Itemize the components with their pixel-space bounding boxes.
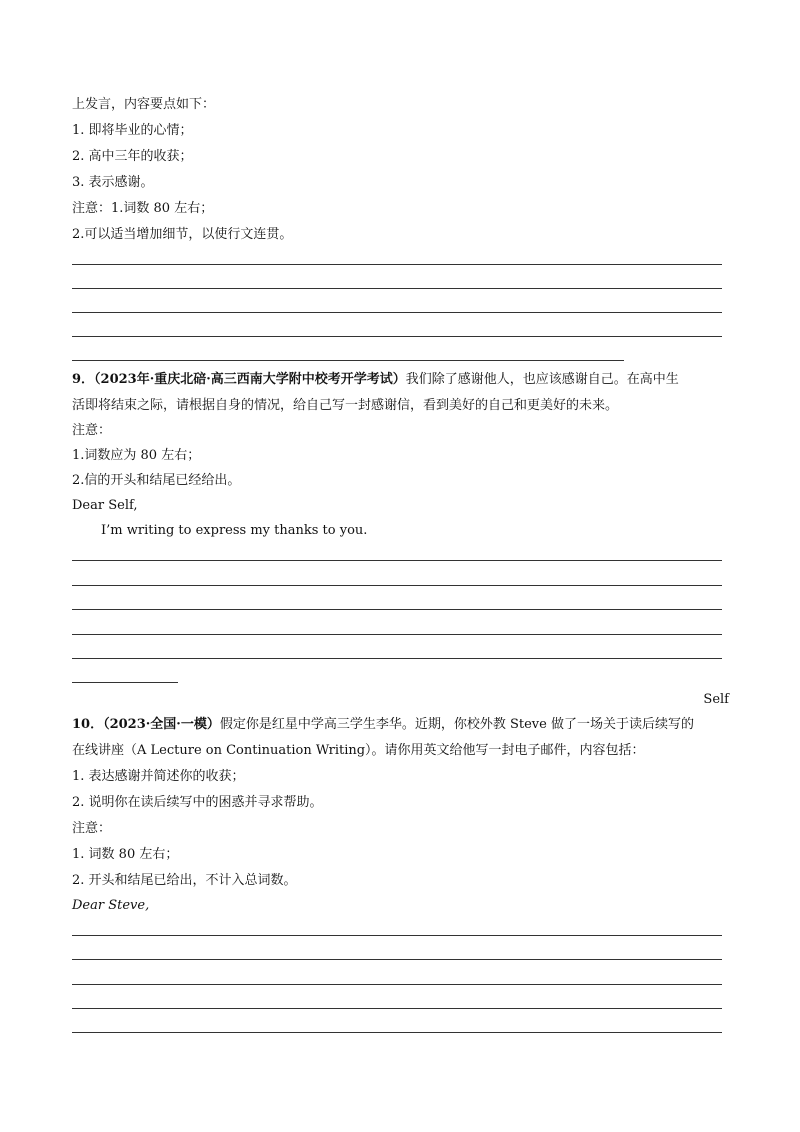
answer-line xyxy=(72,312,722,313)
q10-point-2: 2. 说明你在读后续写中的困惑并寻求帮助。 xyxy=(72,795,323,810)
q10-note-2: 2. 开头和结尾已给出，不计入总词数。 xyxy=(72,873,297,888)
q9-signature: Self xyxy=(703,692,729,707)
answer-line-short xyxy=(72,682,178,683)
answer-line xyxy=(72,1008,722,1009)
q10-prompt-line-1 xyxy=(72,716,694,734)
q9-prompt-1: 我们除了感谢他人，也应该感谢自己。在高中生 xyxy=(405,372,679,387)
answer-line xyxy=(72,634,722,635)
answer-line xyxy=(72,935,722,936)
q10-number: 10． xyxy=(72,717,104,732)
block1-point-2: 2. 高中三年的收获； xyxy=(72,149,193,164)
block1-point-1: 1. 即将毕业的心情； xyxy=(72,123,193,138)
block1-note-2: 2.可以适当增加细节，以使行文连贯。 xyxy=(72,227,293,242)
q9-opening: I’m writing to express my thanks to you. xyxy=(101,523,368,538)
answer-line xyxy=(72,609,722,610)
q10-prompt-2: 在线讲座（A Lecture on Continuation Writing）。请你用英文给他写一封电子邮件，内容包括： xyxy=(72,743,645,758)
q10-salutation: Dear Steve, xyxy=(72,898,150,913)
q10-note-1: 1. 词数 80 左右； xyxy=(72,847,179,862)
q9-prompt-line-1 xyxy=(72,371,679,389)
answer-line xyxy=(72,585,722,586)
block1-intro: 上发言，内容要点如下： xyxy=(72,97,216,112)
q9-number: 9． xyxy=(72,372,95,387)
q9-prompt-2: 活即将结束之际，请根据自身的情况，给自己写一封感谢信，看到美好的自己和更美好的未来。 xyxy=(72,398,619,413)
q9-note-2: 2.信的开头和结尾已经给出。 xyxy=(72,473,241,488)
q9-salutation: Dear Self, xyxy=(72,498,138,513)
answer-line xyxy=(72,1032,722,1033)
q10-point-1: 1. 表达感谢并简述你的收获； xyxy=(72,769,245,784)
answer-line xyxy=(72,264,722,265)
answer-line xyxy=(72,336,722,337)
answer-line xyxy=(72,984,722,985)
q10-note-title: 注意： xyxy=(72,821,112,836)
q9-note-1: 1.词数应为 80 左右； xyxy=(72,448,201,463)
answer-line-short xyxy=(72,360,624,361)
answer-line xyxy=(72,959,722,960)
answer-line xyxy=(72,288,722,289)
block1-note-1: 注意：1.词数 80 左右； xyxy=(72,201,214,216)
q10-source: （2023·全国·一模） xyxy=(103,717,220,732)
q9-source: （2023年·重庆北碚·高三西南大学附中校考开学考试） xyxy=(94,372,406,387)
answer-line xyxy=(72,560,722,561)
q10-prompt-1: 假定你是红星中学高三学生李华。近期，你校外教 Steve 做了一场关于读后续写的 xyxy=(219,717,694,732)
block1-point-3: 3. 表示感谢。 xyxy=(72,175,154,190)
answer-line xyxy=(72,658,722,659)
q9-note-title: 注意： xyxy=(72,423,112,438)
